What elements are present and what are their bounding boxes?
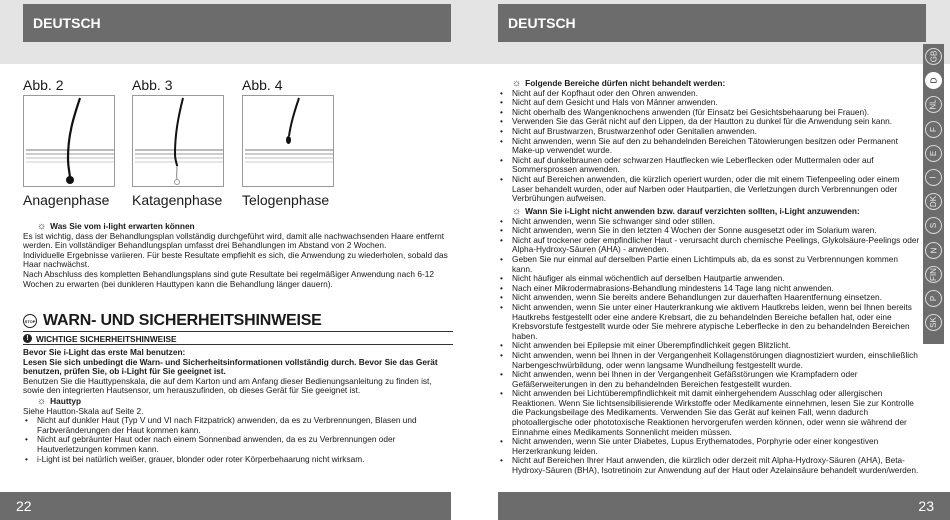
right-header: DEUTSCH (498, 4, 926, 42)
safety-subtitle: WICHTIGE SICHERHEITSHINWEISE (36, 333, 177, 344)
sun-icon: ☼ (37, 396, 47, 408)
language-tab-f[interactable] (925, 121, 942, 138)
figure-label: Abb. 3 (132, 77, 173, 93)
list-item: • Geben Sie nur einmal auf derselben Partie einen Lichtimpuls ab, da es sonst zu Verbrennungen kommen kann. (498, 255, 920, 274)
sun-icon: ☼ (512, 206, 522, 218)
list-item: • Nach einer Mikrodermabrasions-Behandlung mindestens 14 Tage lang nicht anwenden. (498, 284, 920, 294)
expect-title: Was Sie vom i-light erwarten können (50, 221, 195, 231)
language-tab-label: SK (928, 317, 938, 329)
list-item: • Nicht anwenden, wenn bei Ihnen in der Vergangenheit Gefäßstörungen wie Krampfadern oder Gefäßerweiterungen in den zu behandelnden Bereichen festgestellt wurden. (498, 370, 920, 389)
when-not-to-use-section (498, 207, 920, 476)
figure-label: Abb. 2 (23, 77, 64, 93)
list-item: • Nicht anwenden, wenn Sie schwanger sind oder stillen. (498, 217, 920, 227)
language-tab-fin[interactable] (925, 266, 942, 283)
expect-section (23, 222, 453, 289)
safety-subheading (23, 333, 453, 345)
list-item: • Nicht anwenden, wenn Sie bereits andere Behandlungen zur dauerhaften Haarentfernung einsetzen. (498, 293, 920, 303)
before-use-bold: Lesen Sie sich unbedingt die Warn- und Sicherheitsinformationen vollständig durch. Bevor Sie das Gerät benutzen, prüfen Sie, ob i-Light für Sie geeignet ist. (23, 356, 438, 377)
excluded-areas-section (498, 79, 920, 204)
when-list (498, 217, 920, 476)
list-item: • Nicht auf dunkler Haut (Typ V und VI nach Fitzpatrick) anwenden, da es zu Verbrennungen, Blasen und Farbveränderungen der Haut kommen kann. (23, 416, 453, 435)
language-tab-label: I (928, 176, 938, 179)
katagen-hair-image (132, 95, 224, 187)
before-use-paragraph: Benutzen Sie die Hauttypenskala, die auf dem Karton und am Anfang dieser Bedienungsanleitung zu finden ist, sowie den integrierten Hautsensor, um herauszufinden, ob dieses Gerät für Sie geeignet ist. (23, 375, 432, 396)
figure-abb-3 (132, 76, 232, 209)
right-page (475, 0, 950, 520)
anagen-hair-image (23, 95, 115, 187)
list-item: • Nicht oberhalb des Wangenknochens anwenden (für Einsatz bei Gesichtsbehaarung bei Frauen). (498, 108, 920, 118)
sun-icon: ☼ (512, 78, 522, 90)
list-item: • Nicht anwenden bei Lichtüberempfindlichkeit mit damit einhergehendem Ausschlag oder allergischen Reaktionen. Wenn Sie lichtsensibilisierende Wirkstoffe oder Medikamente einnehmen, lesen Sie zur Kontrolle die Packungsbeilage des Medikaments. Verwenden Sie das Gerät auf keinen Fall, wenn dadurch photoallergische oder phototoxische Reaktionen hervorgerufen werden können, oder wenn sie während der Einnahme eines Medikaments Sonnenlicht meiden müssen. (498, 389, 920, 437)
language-tab-label: DK (929, 196, 938, 208)
expect-paragraph-2: Individuelle Ergebnisse variieren. Für beste Resultate empfiehlt es sich, die Anwendung zu wiederholen, sobald das Haar nachwächst. (23, 249, 448, 270)
list-item: • Nicht auf gebräunter Haut oder nach einem Sonnenbad anwenden, da es zu Verbrennungen oder Hautverletzungen kommen kann. (23, 435, 453, 454)
figure-caption: Anagenphase (23, 192, 110, 208)
language-tab-label: E (929, 150, 938, 156)
figure-abb-2 (23, 76, 123, 209)
telogen-hair-image (242, 95, 334, 187)
language-tab-label: P (929, 295, 938, 302)
exclamation-icon: ! (23, 334, 32, 343)
language-tab-label: NL (928, 99, 938, 111)
expect-paragraph-3: Nach Abschluss des kompletten Behandlungsplans sind gute Resultate bei regelmäßiger Anwendung nach 6-12 Wochen zu erwarten (bei dunkleren Hauttypen kann die Behandlung länger dauern). (23, 268, 434, 289)
skin-type-list (23, 416, 453, 464)
list-item: • Nicht auf der Kopfhaut oder den Ohren anwenden. (498, 89, 920, 99)
stop-icon: STOP (23, 314, 37, 328)
areas-list (498, 89, 920, 204)
language-tab-label: F (928, 126, 938, 132)
language-tab-label: S (929, 223, 938, 229)
list-item: • Verwenden Sie das Gerät nicht auf den Lippen, da der Hautton zu dunkel für die Anwendung sein kann. (498, 117, 920, 127)
areas-title: Folgende Bereiche dürfen nicht behandelt werden: (525, 78, 726, 88)
list-item: • i-Light ist bei natürlich weißer, grauer, blonder oder roter Körperbehaarung nicht wirksam. (23, 455, 453, 465)
language-tab-label: GB (929, 50, 938, 63)
figure-label: Abb. 4 (242, 77, 283, 93)
skin-type-title: Hauttyp (50, 395, 82, 406)
list-item: • Nicht auf dem Gesicht und Hals von Männer anwenden. (498, 98, 920, 108)
sun-icon: ☼ (37, 221, 47, 233)
list-item: • Nicht auf Brustwarzen, Brustwarzenhof oder Genitalien anwenden. (498, 127, 920, 137)
list-item: • Nicht anwenden, wenn Sie unter einer Hauterkrankung wie aktivem Hautkrebs leiden, wenn bei Ihnen bereits Hautkrebs festgestellt oder eine andere Krebsart, die zu behandelnden Bereiche befallen hat, oder eine Krebsvorstufe festgestellt wurde oder Sie mehrere atypische Leberflecke in den zu behandelnden Bereichen haben. (498, 303, 920, 341)
warnings-title: WARN- UND SICHERHEITSHINWEISE (43, 312, 322, 329)
list-item: • Nicht anwenden bei Epilepsie mit einer Überempfindlichkeit gegen Blitzlicht. (498, 341, 920, 351)
list-item: • Nicht anwenden, wenn Sie in den letzten 4 Wochen der Sonne ausgesetzt oder im Solarium waren. (498, 226, 920, 236)
list-item: • Nicht anwenden, wenn Sie auf den zu behandelnden Bereichen Tätowierungen besitzen oder Permanent Make-up verwendet wurde. (498, 137, 920, 156)
language-tab-e[interactable] (925, 145, 942, 162)
language-tab-i[interactable] (925, 169, 942, 186)
warnings-heading (23, 311, 453, 332)
expect-paragraph-1: Es ist wichtig, dass der Behandlungsplan vollständig durchgeführt wird, damit alle nachwachsenden Haare entfernt werden. Ein vollständiger Behandlungsplan umfasst drei Behandlungen im Abstand von 2 Wochen. (23, 230, 445, 251)
list-item: • Nicht auf Bereichen Ihrer Haut anwenden, die kürzlich oder derzeit mit Alpha-Hydroxy-Säuren (AHA), Beta-Hydroxy-Säuren (BHA), Isotretinoin zur Anwendung auf der Haut oder Azelainsäure behandelt wurden/werden. (498, 456, 920, 475)
before-use-title: Bevor Sie i-Light das erste Mal benutzen: (23, 347, 186, 357)
figure-caption: Katagenphase (132, 192, 223, 208)
left-page-number: 22 (0, 492, 451, 520)
language-tab-n[interactable] (925, 242, 942, 259)
when-title: Wann Sie i-Light nicht anwenden bzw. darauf verzichten sollten, i-Light anzuwenden: (525, 206, 860, 216)
list-item: • Nicht auf trockener oder empfindlicher Haut - verursacht durch chemische Peelings, Glykolsäure-Peelings oder Alpha-Hydroxy-Säuren (AHA) - anwenden. (498, 236, 920, 255)
language-tab-label: FIN (928, 267, 938, 281)
list-item: • Nicht anwenden, wenn bei Ihnen in der Vergangenheit Kollagenstörungen diagnostiziert wurden, einschließlich Narbengeschwürbildung, oder wenn langsame Wundheilung festgestellt wurde. (498, 351, 920, 370)
language-tab-p[interactable] (925, 290, 942, 307)
list-item: • Nicht auf dunkelbraunen oder schwarzen Hautflecken wie Leberflecken oder Muttermalen oder auf Sommersprossen anwenden. (498, 156, 920, 175)
right-page-number: 23 (498, 492, 950, 520)
list-item: • Nicht auf Bereichen anwenden, die kürzlich operiert wurden, oder die mit einem Tiefenpeeling oder einem Laser behandelt wurden, oder auf Narben oder Hautpartien, die Verletzungen durch Verbrennungen oder Verbrühungen aufweisen. (498, 175, 920, 204)
hair-phase-figures (23, 76, 453, 206)
list-item: • Nicht häufiger als einmal wöchentlich auf derselben Hautpartie anwenden. (498, 274, 920, 284)
before-use-section (23, 348, 453, 464)
figure-caption: Telogenphase (242, 192, 330, 208)
figure-abb-4 (242, 76, 342, 209)
skin-type-paragraph: Siehe Hautton-Skala auf Seite 2. (23, 405, 144, 416)
language-tab-label: D (929, 77, 938, 84)
left-header: DEUTSCH (23, 4, 451, 42)
list-item: • Nicht anwenden, wenn Sie unter Diabetes, Lupus Erythematodes, Porphyrie oder einer kongestiven Herzerkrankung leiden. (498, 437, 920, 456)
language-tab-label: N (929, 247, 938, 253)
language-tab-gb[interactable] (925, 48, 942, 65)
